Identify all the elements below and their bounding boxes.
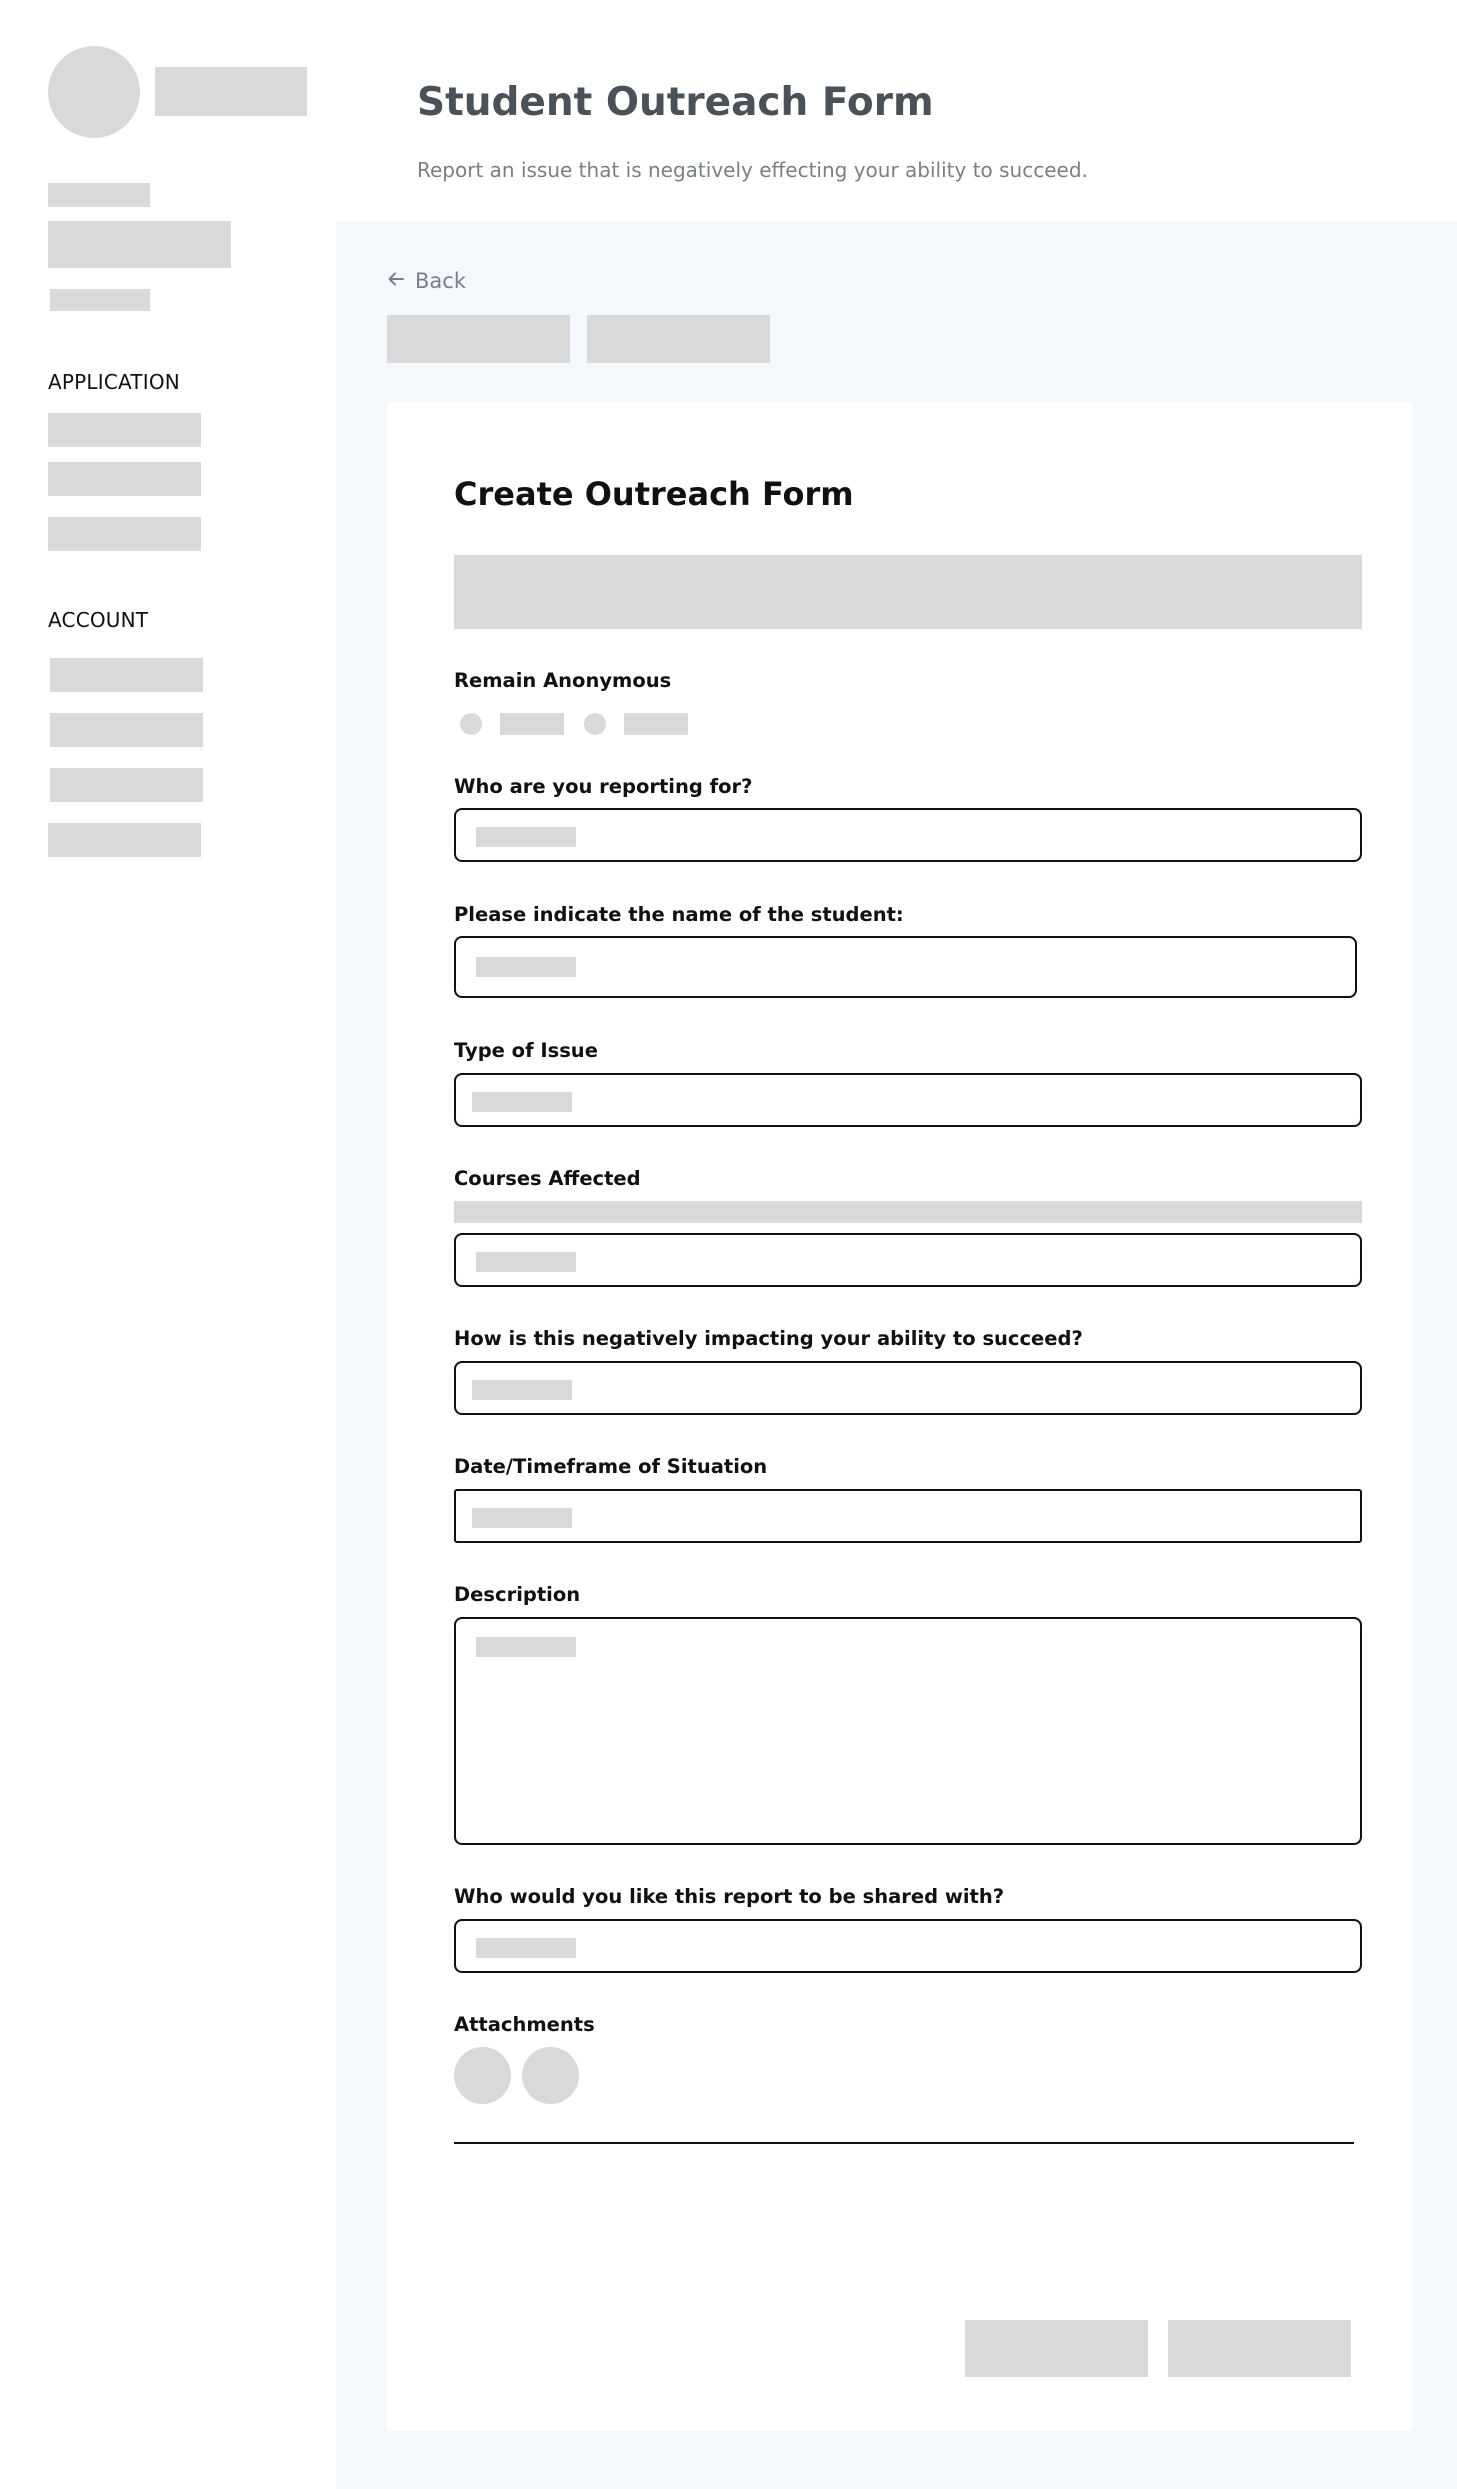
outreach-form-card	[387, 402, 1412, 2431]
tab-placeholder-2[interactable]	[587, 315, 770, 363]
share-with-label: Who would you like this report to be shared with?	[454, 1885, 1005, 1908]
sidebar	[0, 0, 336, 2489]
sidebar-link-placeholder[interactable]	[48, 221, 231, 268]
input-placeholder	[476, 957, 576, 977]
reporting-for-input[interactable]	[454, 808, 1362, 862]
sidebar-item-application-1[interactable]	[48, 413, 201, 447]
attachments-label: Attachments	[454, 2013, 595, 2036]
input-placeholder	[472, 1380, 572, 1400]
courses-bar-placeholder	[454, 1201, 1362, 1223]
description-label: Description	[454, 1583, 581, 1606]
back-link[interactable]	[387, 269, 466, 293]
anonymous-label: Remain Anonymous	[454, 669, 672, 692]
attachment-button-2[interactable]	[522, 2047, 579, 2104]
main-content	[336, 221, 1457, 2489]
courses-input[interactable]	[454, 1233, 1362, 1287]
back-label: Back	[415, 269, 466, 293]
form-banner-placeholder	[454, 555, 1362, 629]
sidebar-item-application-2[interactable]	[48, 462, 201, 496]
page-header	[336, 0, 1457, 221]
anonymous-radio-1[interactable]	[460, 713, 482, 735]
sidebar-heading-account: ACCOUNT	[48, 608, 149, 632]
sidebar-item-account-4[interactable]	[48, 823, 201, 857]
description-textarea[interactable]	[454, 1617, 1362, 1845]
sidebar-item-application-3[interactable]	[48, 517, 201, 551]
input-placeholder	[472, 1508, 572, 1528]
student-name-label: Please indicate the name of the student:	[454, 903, 904, 926]
input-placeholder	[476, 1252, 576, 1272]
sidebar-item-account-3[interactable]	[50, 768, 203, 802]
anonymous-radio-2[interactable]	[584, 713, 606, 735]
primary-action-button[interactable]	[1168, 2320, 1351, 2377]
secondary-action-button[interactable]	[965, 2320, 1148, 2377]
page-title: Student Outreach Form	[417, 80, 934, 125]
form-title: Create Outreach Form	[454, 475, 854, 513]
anonymous-option-2-placeholder	[624, 713, 688, 735]
impact-label: How is this negatively impacting your ability to succeed?	[454, 1327, 1083, 1350]
issue-type-label: Type of Issue	[454, 1039, 598, 1062]
user-name-placeholder	[155, 67, 307, 116]
avatar[interactable]	[48, 46, 140, 138]
sidebar-heading-application: APPLICATION	[48, 370, 180, 394]
sidebar-link-placeholder[interactable]	[50, 289, 150, 311]
sidebar-link-placeholder[interactable]	[48, 183, 150, 207]
sidebar-item-account-1[interactable]	[50, 658, 203, 692]
input-placeholder	[476, 1938, 576, 1958]
student-name-input[interactable]	[454, 936, 1357, 998]
form-divider	[454, 2142, 1354, 2144]
arrow-left-icon	[387, 269, 405, 293]
sidebar-item-account-2[interactable]	[50, 713, 203, 747]
page-subtitle: Report an issue that is negatively effecting your ability to succeed.	[417, 158, 1088, 182]
timeframe-label: Date/Timeframe of Situation	[454, 1455, 768, 1478]
issue-type-input[interactable]	[454, 1073, 1362, 1127]
courses-label: Courses Affected	[454, 1167, 641, 1190]
input-placeholder	[472, 1092, 572, 1112]
attachment-button-1[interactable]	[454, 2047, 511, 2104]
impact-input[interactable]	[454, 1361, 1362, 1415]
reporting-for-label: Who are you reporting for?	[454, 775, 753, 798]
tab-placeholder-1[interactable]	[387, 315, 570, 363]
timeframe-input[interactable]	[454, 1489, 1362, 1543]
share-with-input[interactable]	[454, 1919, 1362, 1973]
input-placeholder	[476, 827, 576, 847]
anonymous-option-1-placeholder	[500, 713, 564, 735]
input-placeholder	[476, 1637, 576, 1657]
